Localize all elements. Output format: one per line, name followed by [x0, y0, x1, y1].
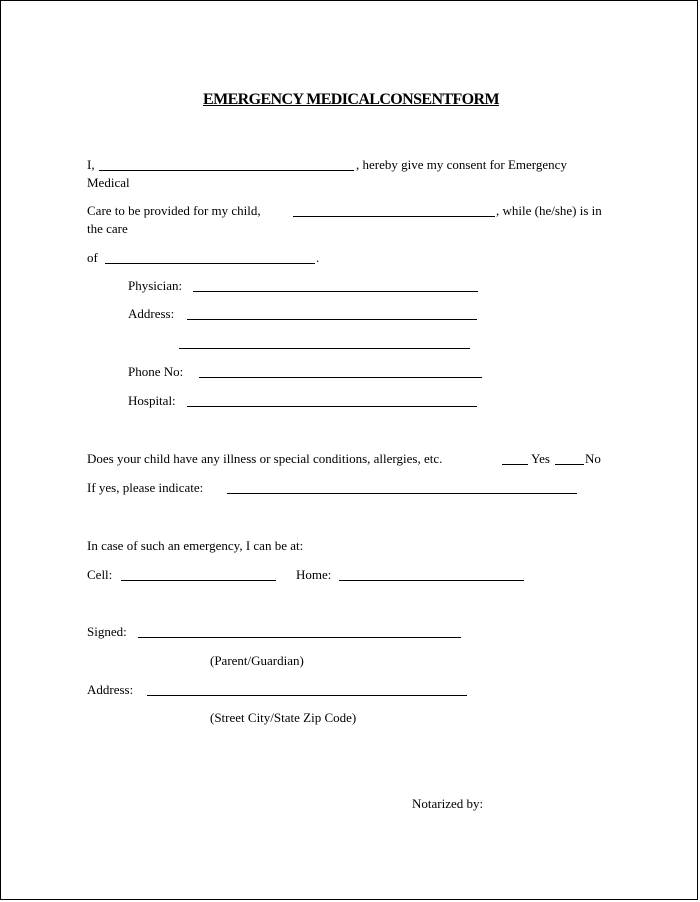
phone-label: Phone No:	[128, 364, 184, 379]
care-suffix: , while (he/she) is in	[496, 203, 602, 218]
physician-label: Physician:	[128, 278, 183, 293]
sig-address-field[interactable]	[147, 695, 467, 696]
emergency-intro: In case of such an emergency, I can be at:	[87, 538, 304, 553]
illness-question: Does your child have any illness or special conditions, allergies, etc.	[87, 451, 443, 466]
physician-field[interactable]	[193, 291, 478, 292]
child-name-field[interactable]	[293, 216, 495, 217]
signature-field[interactable]	[138, 637, 461, 638]
consent-suffix: , hereby give my consent for Emergency	[356, 157, 567, 172]
parent-guardian-caption: (Parent/Guardian)	[210, 653, 304, 668]
cell-label: Cell:	[87, 567, 113, 582]
indicate-field[interactable]	[227, 493, 577, 494]
home-field[interactable]	[339, 580, 524, 581]
of-suffix: .	[316, 250, 320, 265]
yes-label: Yes	[531, 451, 550, 466]
care-wrap: the care	[87, 221, 128, 236]
parent-name-field[interactable]	[99, 170, 354, 171]
care-prefix: Care to be provided for my child,	[87, 203, 261, 218]
address-label: Address:	[128, 306, 175, 321]
physician-address-field[interactable]	[187, 319, 477, 320]
form-title: EMERGENCY MEDICALCONSENTFORM	[203, 91, 499, 108]
physician-address-field-2[interactable]	[179, 348, 470, 349]
no-field[interactable]	[555, 464, 584, 465]
of-prefix: of	[87, 250, 98, 265]
caregiver-field[interactable]	[105, 263, 315, 264]
hospital-label: Hospital:	[128, 393, 176, 408]
notarized-label: Notarized by:	[412, 796, 484, 811]
signed-label: Signed:	[87, 624, 127, 639]
sig-address-label: Address:	[87, 682, 134, 697]
street-caption: (Street City/State Zip Code)	[210, 710, 357, 725]
yes-field[interactable]	[502, 464, 528, 465]
consent-prefix: I,	[87, 157, 95, 172]
hospital-field[interactable]	[187, 406, 477, 407]
phone-field[interactable]	[199, 377, 482, 378]
no-label: No	[585, 451, 601, 466]
consent-wrap: Medical	[87, 175, 130, 190]
home-label: Home:	[296, 567, 332, 582]
indicate-label: If yes, please indicate:	[87, 480, 204, 495]
cell-field[interactable]	[121, 580, 276, 581]
